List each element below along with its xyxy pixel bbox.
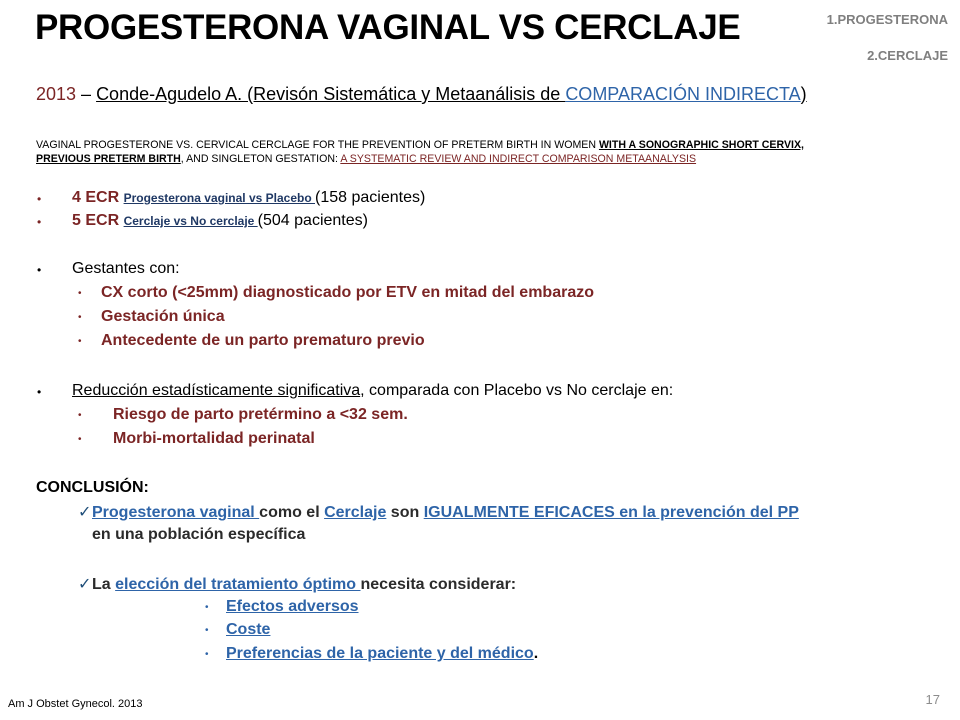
reduction-item: Morbi-mortalidad perinatal — [113, 430, 315, 447]
paper-title-text-2: , AND SINGLETON GESTATION: — [180, 153, 341, 165]
conclusion-item-1-line2: en una población específica — [92, 526, 306, 543]
population-item: Gestación única — [101, 308, 225, 325]
checkmark-icon: ✓ — [78, 504, 92, 521]
conclusion-link-cerclaje[interactable]: Cerclaje — [324, 504, 387, 521]
consideration-period: . — [533, 645, 539, 662]
population-label: Gestantes con: — [72, 260, 180, 277]
conclusion-text: necesita considerar: — [360, 576, 517, 593]
consideration-link[interactable]: Efectos adversos — [226, 598, 359, 615]
reference-dash: – — [76, 84, 97, 104]
paper-title-line2 — [36, 153, 696, 165]
trial-item — [72, 212, 368, 230]
conclusion-link-progesterona[interactable]: Progesterona vaginal — [92, 504, 260, 521]
population-item: Antecedente de un parto prematuro previo — [101, 332, 425, 349]
bullet-icon: • — [78, 288, 82, 299]
consideration-item — [226, 645, 538, 663]
consideration-link[interactable]: Coste — [226, 621, 271, 638]
slide-title: PROGESTERONA VAGINAL VS CERCLAJE — [35, 8, 741, 47]
reference-line — [36, 84, 807, 105]
reference-close: ) — [800, 84, 807, 104]
conclusion-text: como el — [259, 504, 325, 521]
reduction-emphasis: Reducción estadísticamente significativa — [72, 382, 361, 399]
conclusion-item-2 — [78, 574, 516, 594]
trial-comparison-link[interactable]: Progesterona vaginal vs Placebo — [123, 191, 315, 205]
trial-count: 5 ECR — [72, 212, 124, 229]
trial-patients: (504 pacientes) — [257, 212, 368, 229]
trial-count: 4 ECR — [72, 189, 124, 206]
bullet-icon: • — [205, 649, 209, 660]
bullet-icon: • — [37, 385, 42, 399]
reference-year: 2013 — [36, 84, 77, 104]
paper-title-emphasis: WITH A SONOGRAPHIC SHORT CERVIX, — [598, 139, 804, 151]
conclusion-text: La — [92, 576, 116, 593]
bullet-icon: • — [37, 215, 42, 229]
population-item: CX corto (<25mm) diagnosticado por ETV en mitad del embarazo — [101, 284, 594, 301]
reduction-label — [72, 382, 673, 400]
bullet-icon: • — [37, 192, 42, 206]
consideration-link[interactable]: Preferencias de la paciente y del médico — [226, 645, 534, 662]
conclusion-item-1 — [78, 502, 799, 522]
paper-title-emphasis-2: PREVIOUS PRETERM BIRTH — [36, 153, 181, 165]
reduction-item: Riesgo de parto pretérmino a <32 sem. — [113, 406, 408, 423]
nav-item-progesterona[interactable]: 1.PROGESTERONA — [826, 12, 948, 27]
page-number: 17 — [925, 692, 940, 707]
conclusion-text: son — [386, 504, 424, 521]
bullet-icon: • — [205, 625, 209, 636]
paper-title-link[interactable]: A SYSTEMATIC REVIEW AND INDIRECT COMPARISON METAANALYSIS — [340, 153, 697, 165]
reduction-text: , comparada con Placebo vs No cerclaje en: — [360, 382, 674, 399]
conclusion-link-eleccion[interactable]: elección del tratamiento óptimo — [115, 576, 361, 593]
bullet-icon: • — [78, 434, 82, 445]
bullet-icon: • — [37, 263, 42, 277]
trial-comparison-link[interactable]: Cerclaje vs No cerclaje — [123, 214, 258, 228]
trial-patients: (158 pacientes) — [315, 189, 426, 206]
consideration-item — [226, 621, 270, 639]
bullet-icon: • — [78, 312, 82, 323]
paper-title-text: VAGINAL PROGESTERONE VS. CERVICAL CERCLAGE FOR THE PREVENTION OF PRETERM BIRTH IN WOMEN — [36, 139, 599, 151]
nav-item-cerclaje[interactable]: 2.CERCLAJE — [867, 48, 948, 63]
trial-item — [72, 189, 425, 207]
reference-authors: Conde-Agudelo A. (Revisón Sistemática y Metaanálisis de — [96, 84, 566, 104]
bullet-icon: • — [78, 336, 82, 347]
footer-source: Am J Obstet Gynecol. 2013 — [8, 698, 143, 710]
checkmark-icon: ✓ — [78, 576, 92, 593]
consideration-item — [226, 598, 359, 616]
reference-method: COMPARACIÓN INDIRECTA — [565, 84, 801, 104]
conclusion-heading: CONCLUSIÓN: — [36, 479, 149, 496]
paper-title-line1 — [36, 139, 804, 151]
conclusion-link-eficaces[interactable]: IGUALMENTE EFICACES en la prevención del PP — [423, 504, 799, 521]
bullet-icon: • — [205, 602, 209, 613]
bullet-icon: • — [78, 410, 82, 421]
